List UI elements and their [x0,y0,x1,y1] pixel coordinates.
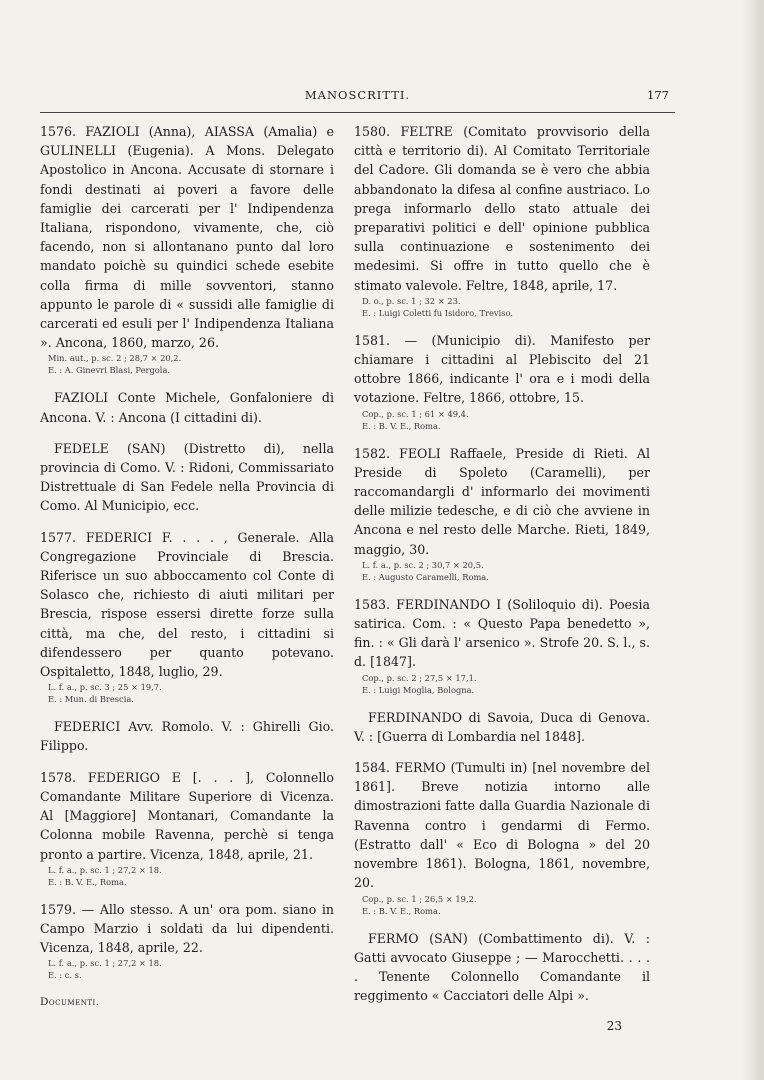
entry-meta-line: Cop., p. sc. 1 ; 26,5 × 19,2. [362,893,477,904]
entry-meta-line: L. f. a., p. sc. 1 ; 27,2 × 18. [48,958,162,969]
entry-meta-line: L. f. a., p. sc. 1 ; 27,2 × 18. [48,864,162,875]
entry-meta-line: L. f. a., p. sc. 2 ; 30,7 × 20,5. [362,559,484,570]
cross-reference: FAZIOLI Conte Michele, Gonfaloniere di Ancona. V. : Ancona (I cittadini di). [40,390,334,425]
entry-meta-line: Min. aut., p. sc. 2 ; 28,7 × 20,2. [48,353,182,364]
right-column [354,122,650,1034]
entry-meta-line: E. : B. V. E., Roma. [48,876,127,887]
cross-reference: FEDELE (SAN) (Distretto di), nella provincia di Como. V. : Ridoni, Commissariato Distrettuale di San Fedele nella Provincia di Como. Al Municipio, ecc. [40,440,334,514]
entry-text: 1584. FERMO (Tumulti in) [nel novembre del 1861]. Breve notizia intorno alle dimostrazioni fatte dalla Guardia Nazionale di Ravenna contro i gendarmi di Fermo. (Estratto dall' « Eco di Bologna » del 20 novembre 1861). Bologna, 1861, novembre, 20. [354,760,650,891]
scan-edge [742,0,764,1080]
header-rule [40,112,675,113]
entry-1578 [40,768,334,888]
entry-meta-line: E. : B. V. E., Roma. [362,420,441,431]
entry-text: 1576. FAZIOLI (Anna), AIASSA (Amalia) e GULINELLI (Eugenia). A Mons. Delegato Apostolico in Ancona. Accusate di stornare i fondi destinati ai poveri a favore delle famiglie dei carcerati per l' Indipendenza Italiana, rispondono, vivamente, che, ciò facendo, non si allontanano punto dal loro mandato poichè su quindici schede esebite colla firma di mille sovventori, stanno appunto le parole di « sussidi alle famiglie di carcerati ed esuli per l' Indipendenza Italiana ». Ancona, 1860, marzo, 26. [40,124,334,351]
cross-reference: FERMO (SAN) (Combattimento di). V. : Gatti avvocato Giuseppe ; — Marocchetti. . . . . Tenente Colonnello Comandante il reggimento « Cacciatori delle Alpi ». [354,930,650,1004]
entry-meta-line: E. : Luigi Coletti fu Isidoro, Treviso. [362,307,514,318]
signature-mark: Documenti. [40,996,100,1009]
entry-1576 [40,122,334,376]
entry-1582 [354,444,650,583]
entry-1584 [354,758,650,916]
left-column [40,122,334,1013]
entry-1579 [40,900,334,982]
cross-reference: FEDERICI Avv. Romolo. V. : Ghirelli Gio. Filippo. [40,719,334,754]
entry-meta-line: D. o., p. sc. 1 ; 32 × 23. [362,295,461,306]
entry-text: 1583. FERDINANDO I (Soliloquio di). Poesia satirica. Com. : « Questo Papa benedetto », fin. : « Gli darà l' arsenico ». Strofe 20. S. l., s. d. [1847]. [354,596,650,670]
entry-meta-line: E. : Augusto Caramelli, Roma. [362,571,489,582]
entry-meta-line: E. : Mun. di Brescia. [48,694,134,705]
entry-meta-line: E. : Luigi Moglia, Bologna. [362,684,475,695]
signature-number: 23 [606,1019,622,1034]
entry-text: 1580. FELTRE (Comitato provvisorio della città e territorio di). Al Comitato Territoriale del Cadore. Gli domanda se è vero che abbia abbandonato la difesa al confine austriaco. Lo prega informarlo dello stato attuale dei preparativi politici e dell' opinione pubblica sulla continuazione e sostenimento dei medesimi. Si offre in tutto quello che è stimato valevole. Feltre, 1848, aprile, 17. [354,124,650,293]
entry-text: 1577. FEDERICI F. . . . , Generale. Alla Congregazione Provinciale di Brescia. Riferisce un suo abboccamento col Conte di Solasco che, richiesto di aiuti militari per Brescia, rispose essersi dirette forze sulla città, ma che, del resto, i cittadini si difendessero per quanto potevano. Ospitaletto, 1848, luglio, 29. [40,529,334,680]
entry-1580 [354,122,650,319]
entry-meta-line: E. : c. s. [48,970,82,981]
entry-meta-line: Cop., p. sc. 2 ; 27,5 × 17,1. [362,672,477,683]
entry-meta-line: Cop., p. sc. 1 ; 61 × 49,4. [362,408,469,419]
entry-1581 [354,331,650,432]
entry-text: 1579. — Allo stesso. A un' ora pom. siano in Campo Marzio i soldati da lui dipendenti. Vicenza, 1848, aprile, 22. [40,901,334,956]
entry-1583 [354,595,650,696]
entry-meta-line: E. : B. V. E., Roma. [362,905,441,916]
page-number: 177 [647,88,669,102]
entry-1577 [40,528,334,706]
entry-text: 1581. — (Municipio di). Manifesto per chiamare i cittadini al Plebiscito del 21 ottobre 1866, indicante l' ora e i modi della votazione. Feltre, 1866, ottobre, 15. [354,332,650,406]
entry-text: 1582. FEOLI Raffaele, Preside di Rieti. Al Preside di Spoleto (Caramelli), per raccomandargli d' informarlo dei movimenti delle milizie tedesche, e di ciò che avviene in Ancona e nel resto delle Marche. Rieti, 1849, maggio, 30. [354,445,650,557]
entry-meta-line: L. f. a., p. sc. 3 ; 25 × 19,7. [48,682,162,693]
running-title: MANOSCRITTI. [304,88,411,102]
cross-reference: FERDINANDO di Savoia, Duca di Genova. V. : [Guerra di Lombardia nel 1848]. [354,709,650,744]
running-header [40,88,675,110]
entry-meta-line: E. : A. Ginevri Blasi, Pergola. [48,365,171,376]
entry-text: 1578. FEDERIGO E [. . . ], Colonnello Comandante Militare Superiore di Vicenza. Al [Maggiore] Montanari, Comandante la Colonna mobile Ravenna, perchè si tenga pronto a partire. Vicenza, 1848, aprile, 21. [40,769,334,862]
